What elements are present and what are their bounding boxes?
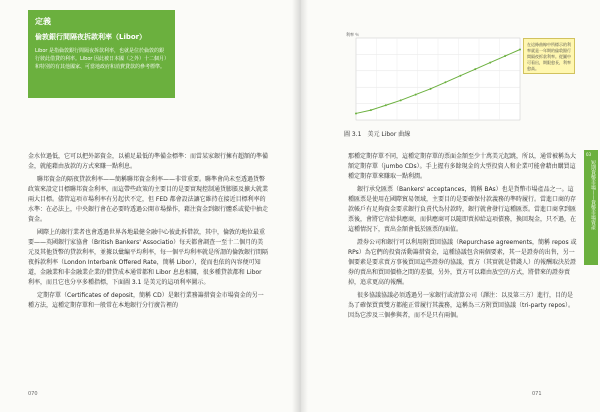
paragraph: 金水位過低，它可以把外部資金，以補足最低的準備金標準：而當某家銀行擁有超額的準備金，就能藉由放款的方式來賺一點利息。 <box>28 153 269 170</box>
paragraph: 聯邦資金的隔夜貸款利率——簡稱聯邦資金利率——非常重要。聯準會尚未至透過貨幣政策來設定目標聯邦資金利率，而這帶些政策的主要目的是要實現控制通貨膨脹及擴大就業兩大目標。儘管這項市場利率有另起伏不定，但 FED 都會設法讓它維持在接近目標利率的水準：在必法上，中央銀行會在必要時透過公開市場操作，藉注資金到銀行體系或從中抽走資金。 <box>28 176 269 223</box>
data-point <box>400 99 402 101</box>
right-body-text <box>348 152 578 324</box>
data-point <box>355 112 357 114</box>
definition-label: 定義 <box>35 17 51 26</box>
figure-3-1 <box>344 30 524 126</box>
paragraph: 證券公司和銀行可以利用附買回協議（Repurchase agreements，簡稱 repos 或 RPs）為它們的投資活動籌措資金，這種協議包含兩個要素，其一是證券的出售，另一個要素是要求賣方事後買回這些證券的協議，賣方（其實就是借錢人）的報酬取決於證券的賣出和買回價格之間的差價，另外，買方可以藉由放空的方式，將借來的證券賣掉，追求更高的報酬。 <box>348 239 577 286</box>
data-point <box>474 68 476 70</box>
data-point <box>504 55 506 57</box>
data-point <box>489 62 491 64</box>
chapter-title: 短期貨幣市場——貨幣市場資產 <box>590 160 596 230</box>
data-point <box>444 81 446 83</box>
data-point <box>370 109 372 111</box>
chapter-number: 03 <box>586 152 592 157</box>
figure-caption: 圖 3.1 美元 Libor 曲線 <box>344 131 411 138</box>
data-point <box>519 48 521 50</box>
paragraph: 銀行承兌匯票（Bankers' acceptances，簡稱 BAs）也是貨幣市場產品之一。這種匯票是使用在國際貿易領域，主要目的是要確保付款義務的準時履行。當進口商的存款帳戶有足夠資金要求銀行負責代為付款時，銀行就會發行這種匯票。當進口商拿到匯票後，會將它寄給供應商，而供應商可以隨即賣掉給這項債務，換回現金，只不過，在這種情況下，賣出金額會低於匯票的面值。 <box>348 186 577 233</box>
page-number-left: 070 <box>28 391 38 397</box>
figure-callout: 在這條曲線中所標示的利率就是一年期的倫敦銀行間隔夜拆款利率。從圖中可看出，期限愈長，利率愈高。 <box>523 38 575 74</box>
definition-box <box>28 10 175 98</box>
data-point <box>385 104 387 106</box>
data-point <box>430 88 432 90</box>
paragraph: 那種定期存單不同，這種定期存單的票面金額至少十萬美元起跳，所以，通常被稱為大額定期存單（jumbo CDs）。手上握有多餘現金的大型投資人和企業可能會藉由購買這種定期存單來賺取一點利潤。 <box>348 153 577 180</box>
libor-line-chart <box>344 30 524 126</box>
data-point <box>459 75 461 77</box>
page-number-right: 071 <box>532 391 542 397</box>
paragraph: 很多協議協議必須透過另一家銀行或清算公司（譯注：以及第三方）進行，目的是為了確保買賣雙方都能正常履行其義務，這稱為三方附買回協議（tri-party repos）。因為它涉及三個參與者，而不是只有兩個。 <box>348 292 575 319</box>
page-gutter-shadow <box>292 0 308 412</box>
paragraph: 定期存單（Certificates of deposit，簡稱 CD）是銀行業務籌措資金市場資金的另一種方法，這種定期存單和一般常在本地銀行分行廣告裡的 <box>28 292 264 309</box>
data-point <box>415 94 417 96</box>
left-body-text <box>28 152 268 314</box>
y-axis-label: 利率 ％ <box>346 32 360 37</box>
definition-title: 倫敦銀行間隔夜拆款利率（Libor） <box>35 33 147 41</box>
paragraph: 國際上的銀行業者也會透過世界各地最健全融中心彼此拆借款，其中，倫敦的地位最重要——英國銀行家協會（British Bankers' Associatio）每天都會調查一至十二個月的美元及其他貨幣的貸款利率，並據以彙編平均利率，每一個平均利率就是所謂的倫敦銀行間隔夜拆款利率（London Interbank Offered Rate，簡稱 Libor），從而也依的內容便可知道，金融業和非金融業企業的借貸成本通常都和 Libor 息息相關，很多種貸款都和 Libor 利率，而且它也分享多種指標，下面圖 3.1 是美元的這項利率圖示。 <box>28 229 269 286</box>
definition-body: Libor 是指倫敦銀行間隔夜拆款利率，也就是位於倫敦的銀行彼此借貸的利率。Libor 因此被日本國（之外）十二個月）和特別的有其他國家、可當地政府和消費貸款的參考標準。 <box>35 48 167 70</box>
